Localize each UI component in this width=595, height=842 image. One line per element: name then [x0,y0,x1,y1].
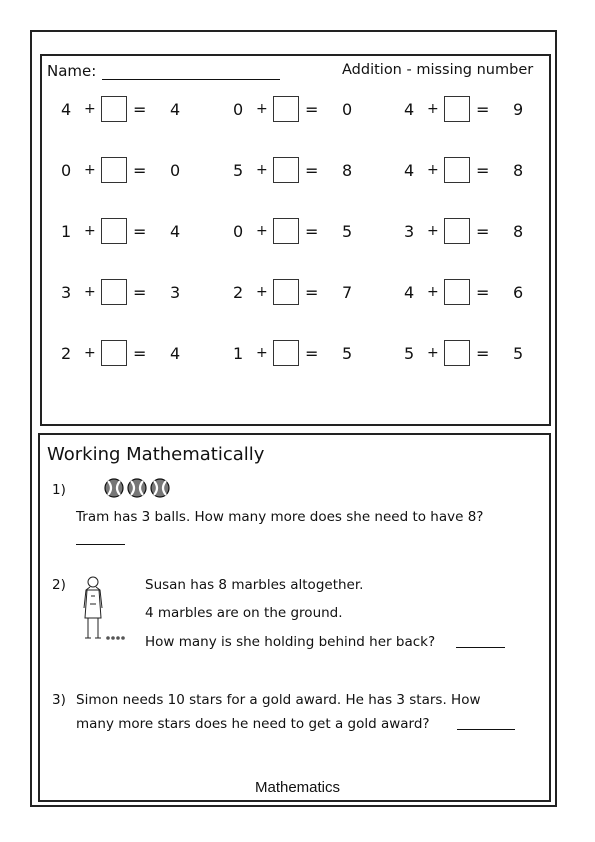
sum-result: 4 [170,100,181,119]
equation [61,157,221,185]
sum-result: 4 [170,222,181,241]
missing-number-box[interactable] [101,340,127,366]
sum-result: 5 [513,344,524,363]
question-2-line-3: How many is she holding behind her back? [145,634,436,650]
section-title: Working Mathematically [47,444,265,465]
equals-sign: = [305,344,319,363]
sum-result: 8 [513,222,524,241]
question-2-answer-line[interactable] [456,647,505,648]
equals-sign: = [476,161,490,180]
sum-result: 8 [513,161,524,180]
equation [404,340,564,368]
addend: 2 [233,283,244,302]
missing-number-box[interactable] [273,96,299,122]
missing-number-box[interactable] [273,279,299,305]
plus-sign: + [84,101,96,117]
plus-sign: + [256,162,268,178]
addend: 1 [61,222,72,241]
sum-result: 4 [170,344,181,363]
addend: 4 [404,283,415,302]
equals-sign: = [133,283,147,302]
equals-sign: = [476,283,490,302]
sum-result: 9 [513,100,524,119]
equation [404,279,564,307]
addend: 4 [404,161,415,180]
worksheet-title: Addition - missing number [342,62,534,78]
missing-number-box[interactable] [444,218,470,244]
plus-sign: + [84,345,96,361]
addend: 5 [404,344,415,363]
missing-number-box[interactable] [273,157,299,183]
missing-number-box[interactable] [101,218,127,244]
plus-sign: + [427,162,439,178]
equals-sign: = [305,100,319,119]
plus-sign: + [427,101,439,117]
missing-number-box[interactable] [101,157,127,183]
addend: 0 [233,100,244,119]
missing-number-box[interactable] [101,279,127,305]
question-1-answer-line[interactable] [76,544,125,545]
equation [404,218,564,246]
equals-sign: = [476,222,490,241]
missing-number-box[interactable] [101,96,127,122]
equation [233,340,393,368]
plus-sign: + [427,345,439,361]
question-3-answer-line[interactable] [457,729,515,730]
question-2-line-1: Susan has 8 marbles altogether. [145,577,364,593]
equation [233,157,393,185]
addend: 3 [404,222,415,241]
missing-number-box[interactable] [444,340,470,366]
question-3-number: 3) [52,692,66,708]
equals-sign: = [305,222,319,241]
plus-sign: + [256,101,268,117]
plus-sign: + [84,284,96,300]
addend: 5 [233,161,244,180]
sum-result: 8 [342,161,353,180]
name-field[interactable] [102,79,280,80]
equals-sign: = [133,100,147,119]
plus-sign: + [256,345,268,361]
question-2-line-2: 4 marbles are on the ground. [145,605,343,621]
sum-result: 3 [170,283,181,302]
equals-sign: = [476,100,490,119]
sum-result: 5 [342,344,353,363]
missing-number-box[interactable] [444,279,470,305]
sum-result: 0 [170,161,181,180]
addend: 4 [404,100,415,119]
equals-sign: = [133,344,147,363]
question-1-number: 1) [52,482,66,498]
equation [61,279,221,307]
equals-sign: = [133,161,147,180]
plus-sign: + [84,223,96,239]
addend: 2 [61,344,72,363]
sum-result: 5 [342,222,353,241]
missing-number-box[interactable] [273,340,299,366]
question-3-line-2: many more stars does he need to get a gold award? [76,716,430,732]
equation [61,96,221,124]
addend: 4 [61,100,72,119]
plus-sign: + [427,223,439,239]
footer-subject: Mathematics [254,779,341,796]
equation [233,96,393,124]
equation [404,157,564,185]
three-balls-icon [104,477,172,499]
missing-number-box[interactable] [444,157,470,183]
equation [404,96,564,124]
addend: 1 [233,344,244,363]
plus-sign: + [256,223,268,239]
plus-sign: + [256,284,268,300]
sum-result: 6 [513,283,524,302]
name-label: Name: [47,62,97,80]
equals-sign: = [476,344,490,363]
sum-result: 7 [342,283,353,302]
equals-sign: = [133,222,147,241]
equals-sign: = [305,283,319,302]
question-3-line-1: Simon needs 10 stars for a gold award. He has 3 stars. How [76,692,481,708]
question-2-number: 2) [52,577,66,593]
equation [233,218,393,246]
plus-sign: + [427,284,439,300]
missing-number-box[interactable] [444,96,470,122]
question-1-text: Tram has 3 balls. How many more does she need to have 8? [76,509,484,525]
girl-with-marbles-icon [78,574,130,646]
missing-number-box[interactable] [273,218,299,244]
addend: 0 [233,222,244,241]
equation [233,279,393,307]
addend: 3 [61,283,72,302]
sum-result: 0 [342,100,353,119]
plus-sign: + [84,162,96,178]
equation [61,218,221,246]
equation [61,340,221,368]
addend: 0 [61,161,72,180]
equals-sign: = [305,161,319,180]
